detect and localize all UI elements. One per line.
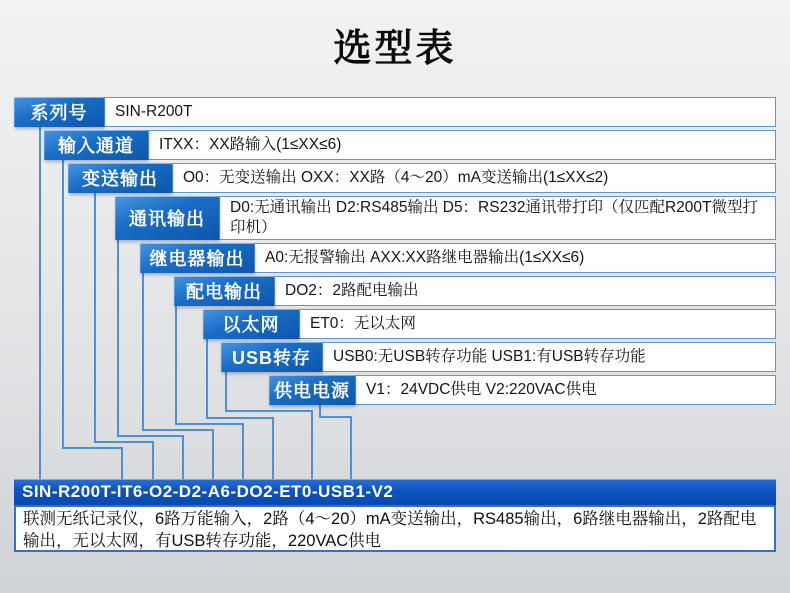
page-title: 选型表 bbox=[333, 28, 457, 70]
row-transmit-output-label: 变送输出 bbox=[68, 163, 172, 193]
row-series-content: SIN-R200T bbox=[104, 97, 776, 127]
row-power-label: 供电电源 bbox=[269, 375, 355, 405]
row-distribution-output-content: DO2：2路配电输出 bbox=[274, 276, 776, 306]
example-model-number: SIN-R200T-IT6-O2-D2-A6-DO2-ET0-USB1-V2 bbox=[14, 479, 776, 505]
row-usb-content: USB0:无USB转存功能 USB1:有USB转存功能 bbox=[322, 342, 776, 372]
row-comm-output-content: D0:无通讯输出 D2:RS485输出 D5：RS232通讯带打印（仅匹配R200T微型打印机） bbox=[219, 196, 776, 240]
row-usb-label: USB转存 bbox=[221, 342, 322, 372]
example-model-description: 联测无纸记录仪，6路万能输入，2路（4～20）mA变送输出，RS485输出，6路继电器输出，2路配电输出，无以太网，有USB转存功能，220VAC供电 bbox=[14, 505, 776, 552]
row-distribution-output-label: 配电输出 bbox=[174, 276, 274, 306]
row-relay-output-content: A0:无报警输出 AXX:XX路继电器输出(1≤XX≤6) bbox=[254, 243, 776, 273]
connector-power bbox=[320, 403, 351, 479]
connector-input bbox=[63, 158, 122, 479]
row-input-channel-content: ITXX：XX路输入(1≤XX≤6) bbox=[148, 130, 776, 160]
row-relay-output-label: 继电器输出 bbox=[140, 243, 254, 273]
row-power-content: V1：24VDC供电 V2:220VAC供电 bbox=[355, 375, 776, 405]
row-ethernet-label: 以太网 bbox=[203, 309, 299, 339]
row-ethernet-content: ET0：无以太网 bbox=[299, 309, 776, 339]
row-transmit-output-content: O0：无变送输出 OXX：XX路（4～20）mA变送输出(1≤XX≤2) bbox=[172, 163, 776, 193]
row-input-channel-label: 输入通道 bbox=[44, 130, 148, 160]
row-series-label: 系列号 bbox=[14, 97, 104, 127]
row-comm-output-label: 通讯输出 bbox=[115, 196, 219, 240]
